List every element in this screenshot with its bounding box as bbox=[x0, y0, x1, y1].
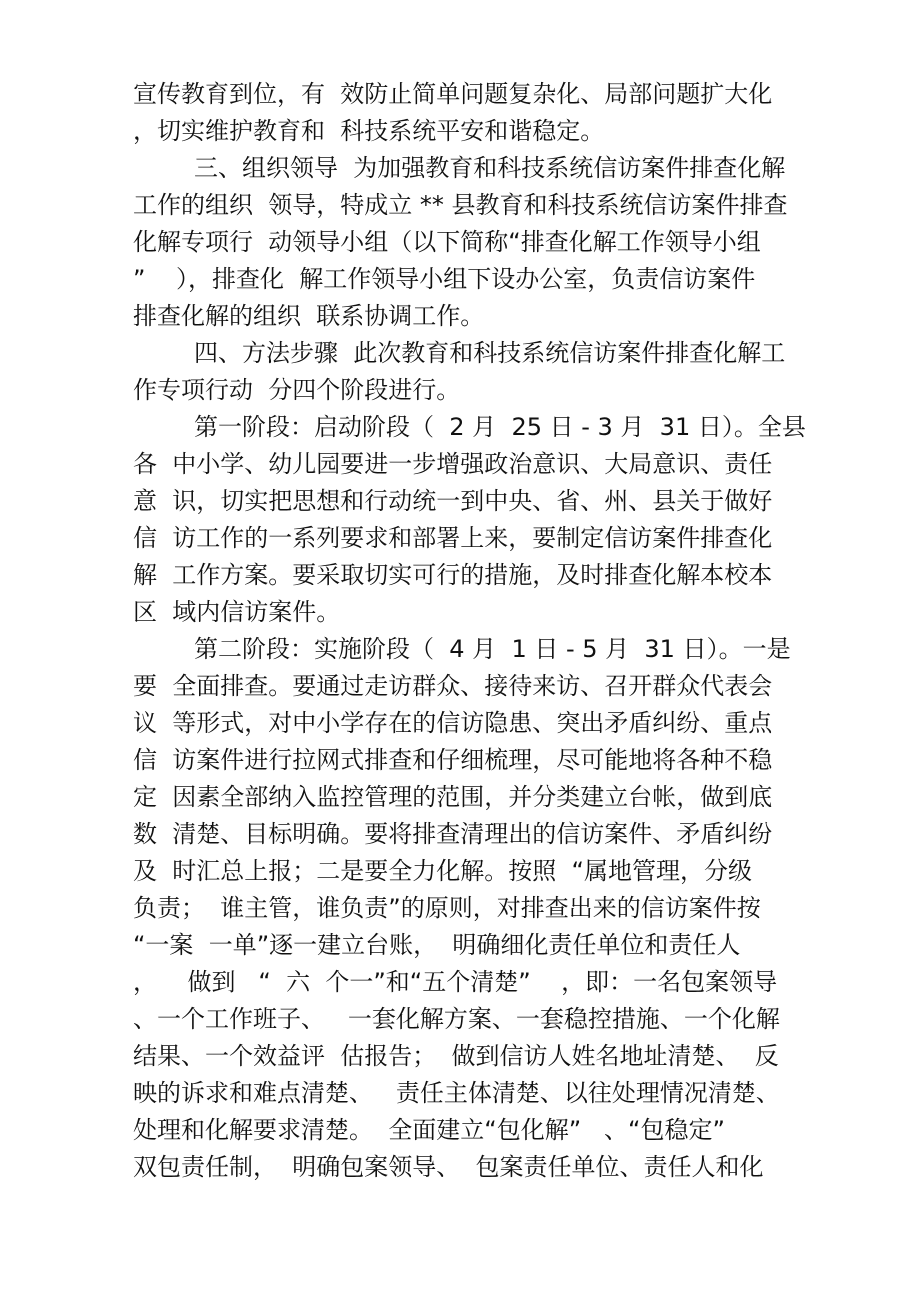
text-line: 结果、一个效益评 估报告； 做到信访人姓名地址清楚、 反 bbox=[133, 1042, 779, 1070]
body-text bbox=[133, 76, 806, 1186]
text-line: 映的诉求和难点清楚、 责任主体清楚、以往处理情况清楚、 bbox=[133, 1079, 780, 1107]
text-line: 信 访案件进行拉网式排查和仔细梳理，尽可能地将各种不稳 bbox=[133, 746, 773, 774]
text-line: 信 访工作的一系列要求和部署上来，要制定信访案件排查化 bbox=[133, 524, 773, 552]
text-line: 化解专项行 动领导小组（以下简称“排查化解工作领导小组 bbox=[133, 228, 761, 256]
text-line: ， 做到 “ 六 个一”和“五个清楚” ，即：一名包案领导 bbox=[133, 968, 778, 996]
text-line: 解 工作方案。要采取切实可行的措施，及时排查化解本校本 bbox=[133, 561, 773, 589]
text-line: 工作的组织 领导，特成立 ** 县教育和科技系统信访案件排查 bbox=[133, 191, 788, 219]
text-line: 处理和化解要求清楚。 全面建立“包化解” 、“包稳定” bbox=[133, 1116, 725, 1144]
text-line: 意 识，切实把思想和行动统一到中央、省、州、县关于做好 bbox=[133, 487, 773, 515]
text-line: 数 清楚、目标明确。要将排查清理出的信访案件、矛盾纠纷 bbox=[133, 820, 773, 848]
text-line: 负责； 谁主管，谁负责”的原则，对排查出来的信访案件按 bbox=[133, 894, 761, 922]
text-line: 定 因素全部纳入监控管理的范围，并分类建立台帐，做到底 bbox=[133, 783, 773, 811]
text-line: ，切实维护教育和 科技系统平安和谐稳定。 bbox=[133, 117, 605, 145]
text-line: 各 中小学、幼儿园要进一步增强政治意识、大局意识、责任 bbox=[133, 450, 773, 478]
text-line: 要 全面排查。要通过走访群众、接待来访、召开群众代表会 bbox=[133, 672, 773, 700]
text-line: 双包责任制， 明确包案领导、 包案责任单位、责任人和化 bbox=[133, 1153, 764, 1181]
text-line: 排查化解的组织 联系协调工作。 bbox=[133, 302, 485, 330]
text-line: 区 域内信访案件。 bbox=[133, 598, 341, 626]
text-line: 第一阶段：启动阶段（ 2 月 25 日 - 3 月 31 日）。全县 bbox=[133, 413, 806, 441]
text-line: “一案 一单”逐一建立台账， 明确细化责任单位和责任人 bbox=[133, 931, 741, 959]
text-line: 作专项行动 分四个阶段进行。 bbox=[133, 376, 461, 404]
text-line: 及 时汇总上报；二是要全力化解。按照 “属地管理，分级 bbox=[133, 857, 752, 885]
text-line: 、一个工作班子、 一套化解方案、一套稳控措施、一个化解 bbox=[133, 1005, 780, 1033]
text-line: 议 等形式，对中小学存在的信访隐患、突出矛盾纠纷、重点 bbox=[133, 709, 773, 737]
text-line: 宣传教育到位，有 效防止简单问题复杂化、局部问题扩大化 bbox=[133, 80, 773, 108]
text-line: ” ），排查化 解工作领导小组下设办公室，负责信访案件 bbox=[133, 265, 756, 293]
text-line: 第二阶段：实施阶段（ 4 月 1 日 - 5 月 31 日）。一是 bbox=[133, 635, 791, 663]
text-line: 三、组织领导 为加强教育和科技系统信访案件排查化解 bbox=[133, 154, 786, 182]
text-line: 四、方法步骤 此次教育和科技系统信访案件排查化解工 bbox=[133, 339, 786, 367]
